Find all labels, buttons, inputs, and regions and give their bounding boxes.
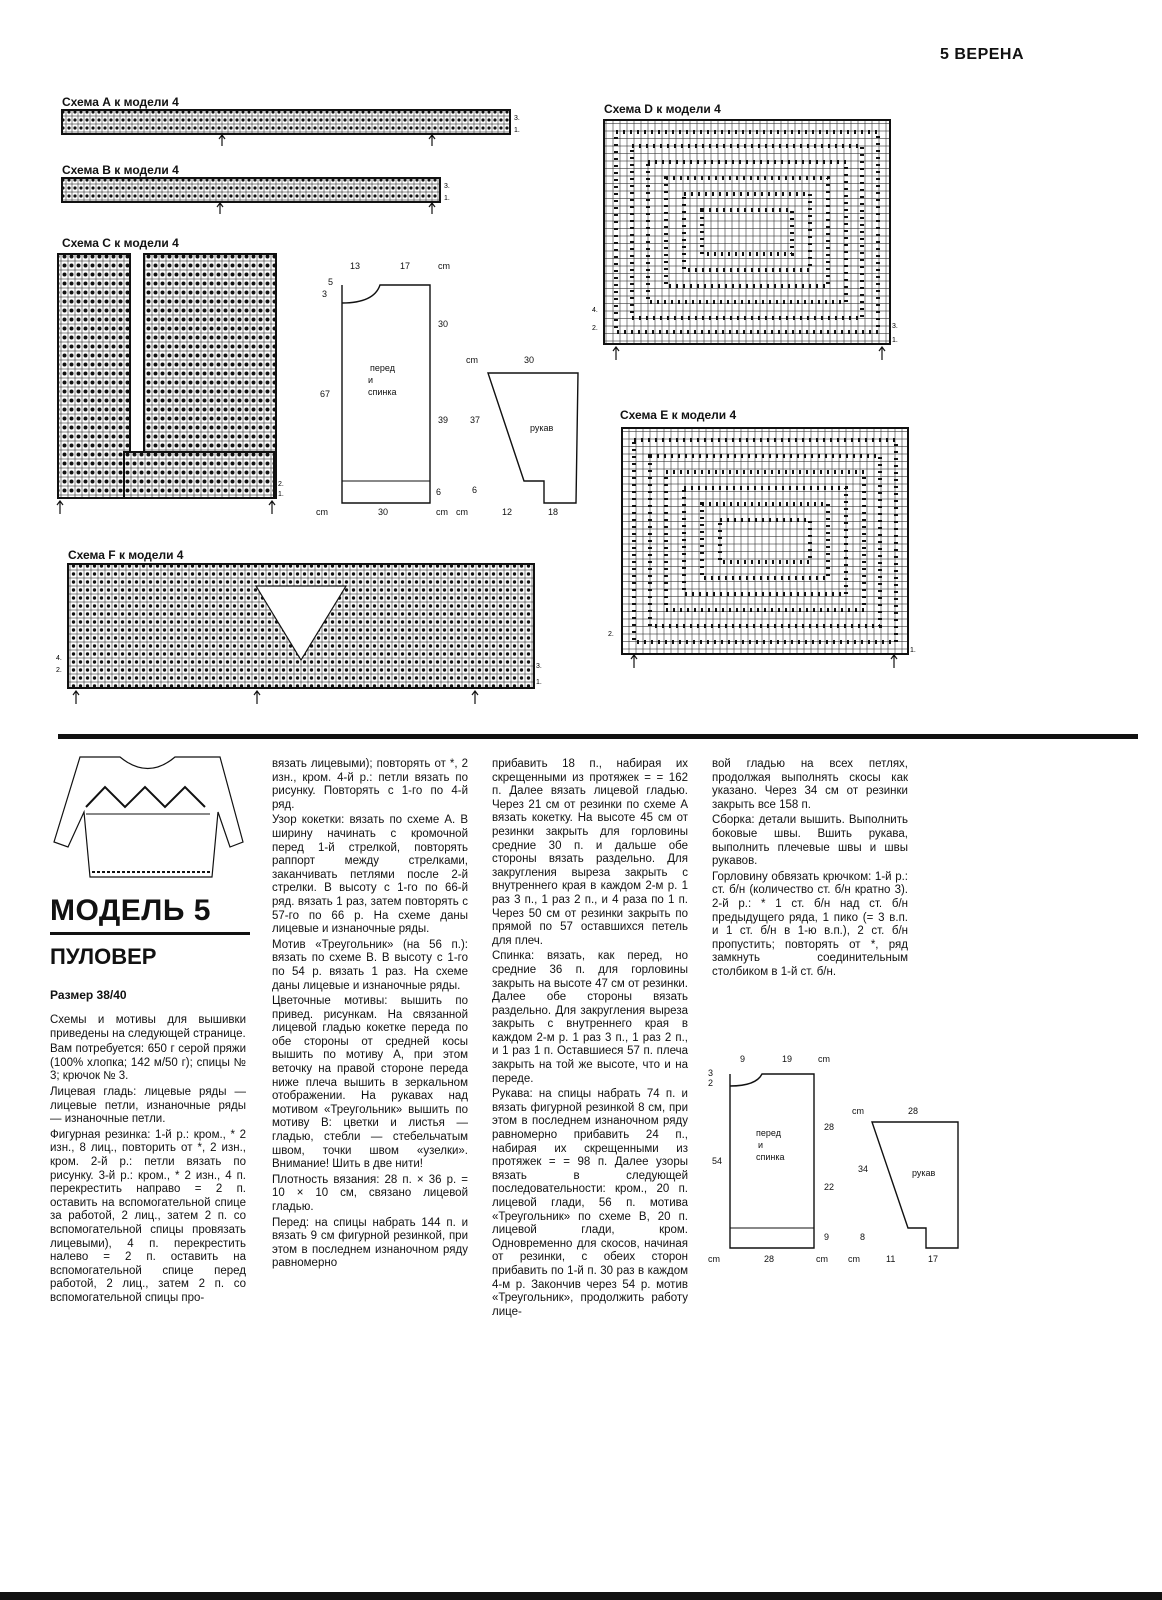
scheme-a-grid <box>60 108 530 150</box>
p2-left-2: 2 <box>708 1078 714 1088</box>
p1-right-39: 39 <box>438 415 449 425</box>
p1-right-6: 6 <box>436 487 442 497</box>
col2-p2: Узор кокетки: вязать по схеме А. В ширину начинать с кромочной перед 1-й стрелкой, повторять раппорт между стрелками, заканчивать петлями после 2-й стрелки. В высоту с 1-го по 66-й ряд. вязать 1 раз, затем повторять с 57-го по 66 р. На схеме даны лицевые и изнаночные ряды. <box>272 814 468 936</box>
svg-text:2.: 2. <box>56 667 62 674</box>
p2-sleeve-bottom-8: 8 <box>860 1232 866 1242</box>
model-title: МОДЕЛЬ 5 <box>50 894 211 927</box>
p1-left-5: 5 <box>328 277 334 287</box>
p1-sleeve-top-cm: cm <box>466 355 478 365</box>
p1-left-3: 3 <box>322 289 328 299</box>
p1-bottom-cm: cm <box>316 507 328 517</box>
p2-sleeve-top-28: 28 <box>908 1106 919 1116</box>
svg-text:3.: 3. <box>536 663 542 670</box>
p2-bottom-28: 28 <box>764 1254 775 1264</box>
p1-sleeve-bottom-12: 12 <box>502 507 513 517</box>
col3-p1: прибавить 18 п., набирая их скрещенными из протяжек = = 162 п. Далее вязать лицевой гладью. Через 21 см от резинки по схеме А вязать кокетку. На высоте 45 см от резинки закрыть для горловины средние 30 п. и дальше обе стороны вязать раздельно. Для закругления выреза закрыть с внутреннего края в каждом 2-м р. 1 раз 3 п., 1 раз 2 п., и 4 раза по 1 п. Через 50 см от резинки закрыть по прямой по 57 оставшихся петель для плеч. <box>492 758 688 947</box>
svg-text:3.: 3. <box>514 115 520 122</box>
p2-sleeve-top-cm: cm <box>852 1106 864 1116</box>
scheme-e-caption: Схема Е к модели 4 <box>620 408 737 422</box>
p2-bottom-cm: cm <box>708 1254 720 1264</box>
svg-text:1.: 1. <box>444 195 450 202</box>
p1-sleeve-bottom-6: 6 <box>472 485 478 495</box>
scheme-e-grid <box>608 424 924 674</box>
scheme-c-grid <box>54 252 294 522</box>
p2-piece-label-3: спинка <box>756 1152 785 1162</box>
p1-sleeve-bottom-18: 18 <box>548 507 559 517</box>
svg-text:2.: 2. <box>608 631 614 638</box>
p1-piece-label-2: и <box>368 375 374 385</box>
p1-top-13: 13 <box>350 261 361 271</box>
col2-p6: Перед: на спицы набрать 144 п. и вязать 9 см фигурной резинкой, при этом в последнем изнаночном ряду равномерно <box>272 1216 468 1270</box>
p2-sleeve-label: рукав <box>912 1168 936 1178</box>
col4-p3: Горловину обвязать крючком: 1-й р.: ст. б/н (количество ст. б/н кратно 3). 2-й р.: * 1 ст. б/н над ст. б/н предыдущего ряда, 1 пико (= 3 в.п. и 1 ст. б/н в 1-ю в.п.), 2 ст. б/н пропустить; повторять от *, ряд замкнуть соединительным столбиком в 1-й ст. б/н. <box>712 870 908 978</box>
svg-text:1.: 1. <box>910 647 916 654</box>
p2-sleeve-bottom-cm: cm <box>848 1254 860 1264</box>
scheme-d-caption: Схема D к модели 4 <box>604 102 721 116</box>
svg-text:4.: 4. <box>56 655 62 662</box>
text-column-2 <box>272 758 468 1273</box>
model-subtitle: ПУЛОВЕР <box>50 944 157 969</box>
col2-p3: Мотив «Треугольник» (на 56 п.): вязать по схеме В. В высоту с 1-го по 54 р. вязать 1 раз. На схеме даны лицевые и изнаночные ряды. <box>272 938 468 992</box>
pattern-front-back-sleeve <box>312 255 592 525</box>
text-column-3 <box>492 758 688 1321</box>
p2-sleeve-side-34: 34 <box>858 1164 869 1174</box>
col1-p1: Схемы и мотивы для вышивки приведены на следующей странице. <box>50 1014 246 1040</box>
p2-top-cm: cm <box>818 1054 830 1064</box>
scheme-c-caption: Схема С к модели 4 <box>62 236 179 250</box>
svg-text:3.: 3. <box>892 323 898 330</box>
p2-right-9: 9 <box>824 1232 830 1242</box>
p1-sleeve-top-30: 30 <box>524 355 535 365</box>
p2-piece-label-1: перед <box>756 1128 781 1138</box>
svg-text:1.: 1. <box>536 679 542 686</box>
svg-text:4.: 4. <box>592 307 598 314</box>
p2-sleeve-bottom-17: 17 <box>928 1254 939 1264</box>
p1-piece-label-1: перед <box>370 363 395 373</box>
col1-p4: Фигурная резинка: 1-й р.: кром., * 2 изн., 8 лиц., повторить от *, 2 изн., кром. 2-й р.: петли вязать по рисунку. 3-й р.: кром., * 2 изн., 4 п. перекрестить направо = 2 п. оставить на вспомогательной спице за работой, 2 лиц., затем 2 п. со вспомогательной спицы провязать лицевыми), 4 п. перекрестить налево = 2 п. оставить на вспомогательной спице перед работой, 2 лиц., затем 2 п. со вспомогательной спицы про- <box>50 1128 246 1304</box>
svg-text:1.: 1. <box>892 337 898 344</box>
col2-p4: Цветочные мотивы: вышить по привед. рисункам. На связанной лицевой гладью кокетке переда по обе стороны от средней косы вышить по мотиву А, при этом веточку на правой стороне переда ниже плеча вышить в зеркальном отображении. На рукавах над мотивом «Треугольник» вышить по мотиву В: цветки и листья — гладью, стебли — стебельчатым швом, точки швом «узелки». Внимание! Шить в две нити! <box>272 995 468 1171</box>
pattern-front-back-sleeve-2 <box>700 1052 976 1292</box>
p2-sleeve-bottom-11: 11 <box>886 1254 896 1264</box>
p2-side-54: 54 <box>712 1156 723 1166</box>
p1-sleeve-side-37: 37 <box>470 415 481 425</box>
text-column-1 <box>50 1014 246 1307</box>
svg-text:1.: 1. <box>278 491 284 498</box>
col3-p2: Спинка: вязать, как перед, но средние 36 п. для горловины закрыть на высоте 47 см от резинки. Далее обе стороны вязать раздельно. Для закругления выреза закрыть с внутреннего края в каждом 2-м р. 1 раз 3 п., 1 раз 2 п., и 1 раз 1 п. Оставшиеся 57 п. плеча закрыть на той же высоте, что и на переде. <box>492 950 688 1085</box>
p1-top-17: 17 <box>400 261 411 271</box>
p1-bottom-30: 30 <box>378 507 389 517</box>
title-rule <box>50 932 250 935</box>
p2-piece-label-2: и <box>758 1140 764 1150</box>
p1-bottom-cm2: cm <box>436 507 448 517</box>
svg-text:2.: 2. <box>278 481 284 488</box>
model-size: Размер 38/40 <box>50 988 127 1002</box>
col2-p5: Плотность вязания: 28 п. × 36 р. = 10 × 10 см, связано лицевой гладью. <box>272 1173 468 1213</box>
p1-sleeve-bottom-cm: cm <box>456 507 468 517</box>
scheme-b-caption: Схема В к модели 4 <box>62 163 179 177</box>
col3-p3: Рукава: на спицы набрать 74 п. и вязать фигурной резинкой 8 см, при этом в последнем изнаночном ряду равномерно прибавить 24 п., набирая их скрещенными из протяжек = = 98 п. Далее узоры вязать в следующей последовательности: кром., 20 п. лицевой глади, 56 п. мотива «Треугольник» по схеме В, 20 п. лицевой глади, кром. Одновременно для скосов, начиная от резинки, с обеих сторон прибавить по 1-й п. 30 раз в каждом 4-м р. Закончив через 54 р. мотив «Треугольник», продолжить работу лице- <box>492 1088 688 1318</box>
p1-piece-label-3: спинка <box>368 387 397 397</box>
scheme-d-grid <box>592 116 912 366</box>
p1-sleeve-label: рукав <box>530 423 554 433</box>
scheme-f-caption: Схема F к модели 4 <box>68 548 184 562</box>
svg-text:3.: 3. <box>444 183 450 190</box>
col2-p1: вязать лицевыми); повторять от *, 2 изн., кром. 4-й р.: петли вязать по рисунку. Повторять с 1-го по 4-й ряд. <box>272 758 468 811</box>
text-column-4 <box>712 758 908 982</box>
scheme-b-grid <box>60 176 470 218</box>
p2-right-22: 22 <box>824 1182 835 1192</box>
p2-right-28: 28 <box>824 1122 835 1132</box>
section-divider <box>58 734 1138 739</box>
p2-left-3: 3 <box>708 1068 714 1078</box>
svg-text:2.: 2. <box>592 325 598 332</box>
sweater-sketch <box>50 752 245 890</box>
p1-right-30: 30 <box>438 319 449 329</box>
p1-side-67: 67 <box>320 389 331 399</box>
svg-text:1.: 1. <box>514 127 520 134</box>
col4-p2: Сборка: детали вышить. Выполнить боковые швы. Вшить рукава, выполнить плечевые швы и швы рукавов. <box>712 814 908 868</box>
p1-top-cm: cm <box>438 261 450 271</box>
page-label: 5 ВЕРЕНА <box>940 46 1025 63</box>
col1-p3: Лицевая гладь: лицевые ряды — лицевые петли, изнаночные ряды — изнаночные петли. <box>50 1085 246 1126</box>
scheme-a-caption: Схема А к модели 4 <box>62 95 179 109</box>
scheme-f-grid <box>56 562 550 712</box>
col1-p2: Вам потребуется: 650 г серой пряжи (100% хлопка; 142 м/50 г); спицы № 3; крючок № 3. <box>50 1043 246 1083</box>
p2-top-19: 19 <box>782 1054 793 1064</box>
p2-bottom-cm2: cm <box>816 1254 828 1264</box>
page-bottom-edge <box>0 1592 1162 1600</box>
col4-p1: вой гладью на всех петлях, продолжая выполнять скосы как указано. Через 34 см от резинки закрыть все 158 п. <box>712 758 908 811</box>
p2-top-9: 9 <box>740 1054 746 1064</box>
